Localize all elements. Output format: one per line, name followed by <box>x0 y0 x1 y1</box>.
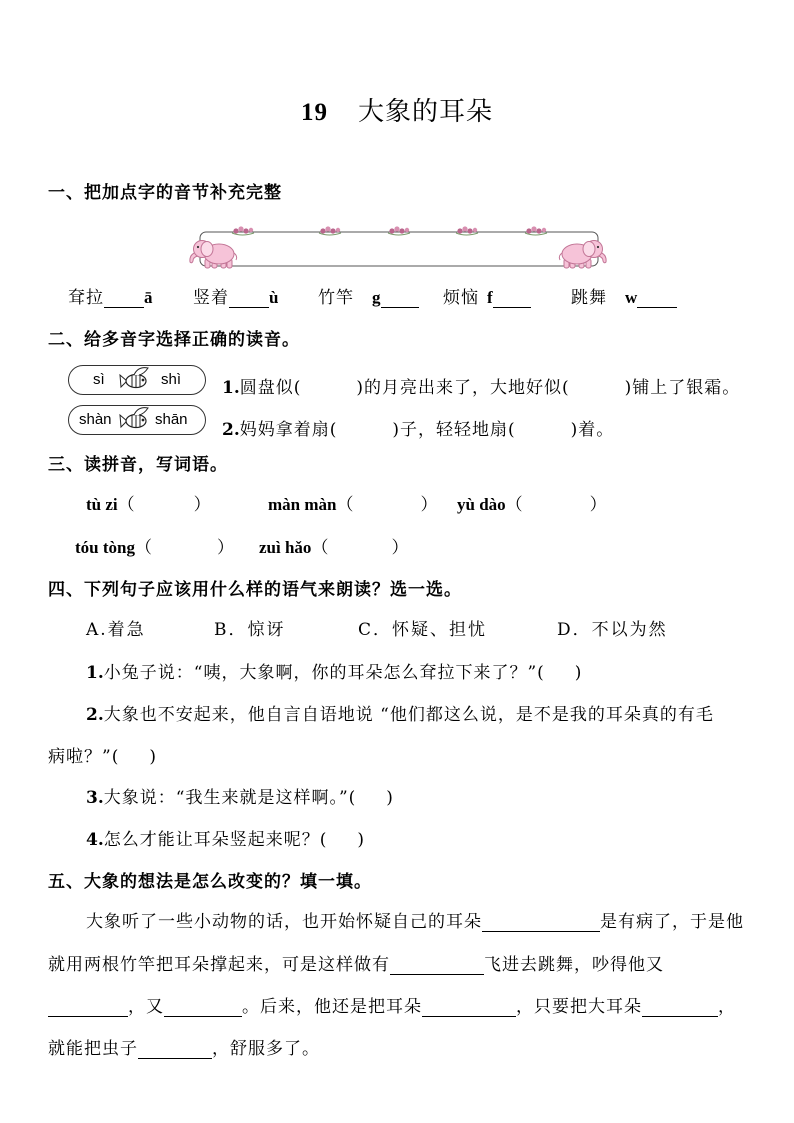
open-paren: （ <box>311 538 330 558</box>
syllable-item <box>571 286 677 310</box>
tone-option: C．怀疑、担忧 <box>358 620 488 640</box>
answer-blank <box>104 289 144 308</box>
pinyin-item <box>259 536 409 560</box>
pinyin: màn màn <box>268 495 337 514</box>
question-number: 1. <box>86 663 104 683</box>
syllable-word: 竖着 <box>193 288 229 308</box>
question-text: )铺上了银霜。 <box>624 378 741 398</box>
syllable-word: 耷拉 <box>68 288 104 308</box>
question-text: 病啦？”( <box>48 747 120 767</box>
syllable-item <box>68 286 153 310</box>
answer-blank <box>138 1040 212 1059</box>
syllable-letter: g <box>372 288 381 307</box>
answer-blank <box>381 289 419 308</box>
answer-blank <box>164 998 242 1017</box>
section3-heading: 三、读拼音，写词语。 <box>48 455 228 475</box>
question <box>86 703 714 727</box>
close-paren: ) <box>357 830 366 850</box>
section5-heading: 五、大象的想法是怎么改变的？填一填。 <box>48 872 372 892</box>
pronunciation-choice <box>68 365 206 395</box>
open-paren: （ <box>336 495 355 515</box>
pinyin: tù zi <box>86 495 118 514</box>
answer-blank <box>48 998 128 1017</box>
cartoon-fish-icon <box>119 364 153 396</box>
pinyin-item <box>75 536 235 560</box>
question-text: )的月亮出来了，大地好似( <box>356 378 570 398</box>
syllable-item <box>443 286 531 310</box>
syllable-letter: ā <box>144 288 153 307</box>
page-title <box>0 95 794 130</box>
elephant-icon <box>559 241 606 269</box>
question-number: 1. <box>222 378 240 398</box>
syllable-letter: w <box>625 288 638 307</box>
cartoon-fish-icon <box>119 404 153 436</box>
question-text: 妈妈拿着扇( <box>239 420 338 440</box>
question <box>222 418 614 442</box>
answer-blank <box>637 289 677 308</box>
open-paren: （ <box>505 495 524 515</box>
choice-left: shàn <box>79 411 112 428</box>
paragraph-line <box>48 995 736 1019</box>
answer-blank <box>422 998 516 1017</box>
elephant-icon <box>190 241 237 269</box>
answer-blank <box>482 913 600 932</box>
question-continuation <box>48 745 157 769</box>
flower-icon <box>319 226 341 235</box>
tone-option: A.着急 <box>86 620 146 640</box>
lesson-title: 大象的耳朵 <box>357 97 493 127</box>
question-number: 3. <box>86 788 104 808</box>
answer-blank <box>229 289 269 308</box>
tone-option: B．惊讶 <box>214 620 286 640</box>
pinyin-item <box>268 493 438 517</box>
pinyin: zuì hǎo <box>259 538 312 557</box>
question-text: 小兔子说：“咦，大象啊，你的耳朵怎么耷拉下来了？”( <box>103 663 545 683</box>
paragraph-line <box>86 910 744 934</box>
flower-garland <box>232 226 547 235</box>
close-paren: ） <box>420 495 439 515</box>
paragraph-text: ，舒服多了。 <box>212 1039 320 1059</box>
close-paren: ） <box>193 495 212 515</box>
close-paren: ） <box>216 538 235 558</box>
close-paren: ) <box>386 788 394 808</box>
pinyin: tóu tòng <box>75 538 135 557</box>
question-text: )子，轻轻地扇( <box>392 420 516 440</box>
paragraph-text: ，又 <box>128 997 164 1017</box>
question <box>222 376 740 400</box>
choice-right: shì <box>161 371 182 388</box>
question-text: 怎么才能让耳朵竖起来呢？( <box>103 830 328 850</box>
question <box>86 828 365 852</box>
paragraph-text: 飞进去跳舞，吵得他又 <box>484 955 664 975</box>
section1-heading: 一、把加点字的音节补充完整 <box>48 183 282 203</box>
syllable-item <box>318 286 419 310</box>
close-paren: ） <box>589 495 608 515</box>
pinyin: yù dào <box>457 495 506 514</box>
paragraph-text: 是有病了，于是他 <box>600 912 744 932</box>
question-text: )着。 <box>570 420 615 440</box>
syllable-letter: f <box>487 288 493 307</box>
paragraph-text: 就能把虫子 <box>48 1039 138 1059</box>
close-paren: ) <box>574 663 583 683</box>
lesson-number: 19 <box>300 99 328 126</box>
banner-frame <box>200 232 598 266</box>
elephant-banner <box>186 220 610 274</box>
open-paren: （ <box>117 495 136 515</box>
question-number: 2. <box>222 420 240 440</box>
question-number: 2. <box>86 705 104 725</box>
open-paren: （ <box>134 538 153 558</box>
syllable-word: 竹竿 <box>318 288 354 308</box>
close-paren: ） <box>391 538 410 558</box>
paragraph-line <box>48 1037 320 1061</box>
answer-blank <box>642 998 718 1017</box>
flower-icon <box>456 226 478 235</box>
syllable-word: 烦恼 <box>443 288 479 308</box>
choice-right: shān <box>155 411 188 428</box>
flower-icon <box>232 226 254 235</box>
section4-heading: 四、下列句子应该用什么样的语气来朗读？选一选。 <box>48 580 462 600</box>
pronunciation-choice <box>68 405 206 435</box>
syllable-item <box>193 286 278 310</box>
flower-icon <box>388 226 410 235</box>
close-paren: ) <box>149 747 157 767</box>
paragraph-text: 。后来，他还是把耳朵 <box>242 997 422 1017</box>
choice-left: sì <box>93 371 105 388</box>
answer-blank <box>493 289 531 308</box>
question <box>86 786 394 810</box>
question-text: 大象也不安起来，他自言自语地说 “他们都这么说，是不是我的耳朵真的有毛 <box>103 705 714 725</box>
paragraph-line <box>48 953 664 977</box>
tone-option: D．不以为然 <box>557 620 668 640</box>
paragraph-text: 就用两根竹竿把耳朵撑起来，可是这样做有 <box>48 955 390 975</box>
paragraph-text: ， <box>718 997 736 1017</box>
question <box>86 661 582 685</box>
pinyin-item <box>457 493 608 517</box>
answer-blank <box>390 956 484 975</box>
section2-heading: 二、给多音字选择正确的读音。 <box>48 330 300 350</box>
syllable-word: 跳舞 <box>571 288 607 308</box>
pinyin-item <box>86 493 212 517</box>
flower-icon <box>525 226 547 235</box>
question-text: 大象说：“我生来就是这样啊。”( <box>103 788 357 808</box>
paragraph-text: ，只要把大耳朵 <box>516 997 642 1017</box>
question-number: 4. <box>86 830 104 850</box>
syllable-letter: ù <box>269 288 279 307</box>
paragraph-text: 大象听了一些小动物的话，也开始怀疑自己的耳朵 <box>86 912 482 932</box>
question-text: 圆盘似( <box>239 378 302 398</box>
